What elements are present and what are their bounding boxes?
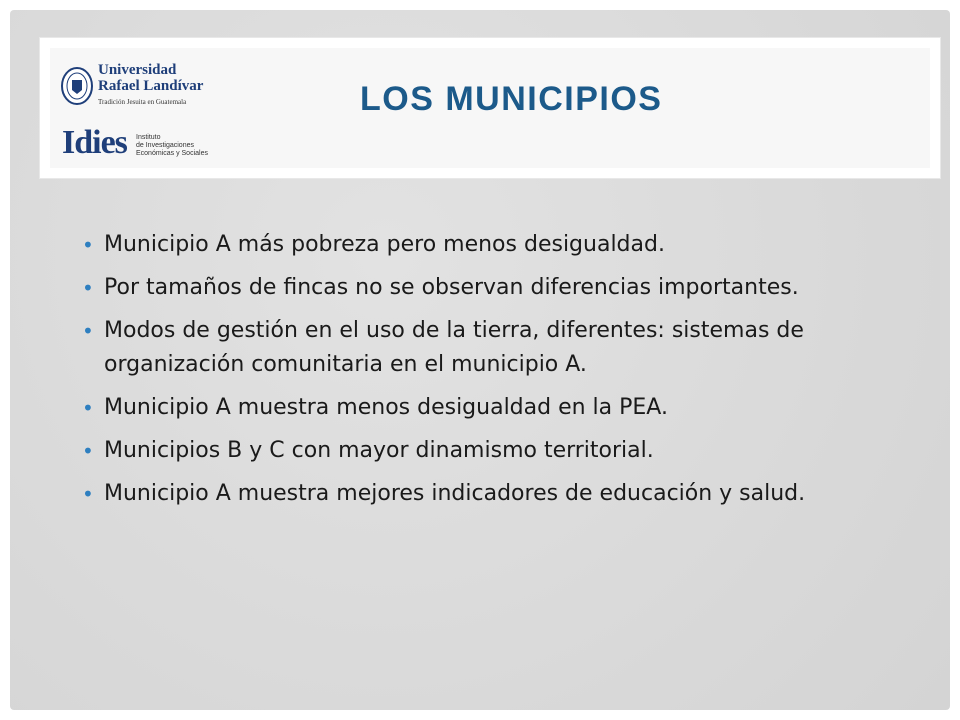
university-logo [60, 60, 210, 112]
idies-subtitle-line3: Económicas y Sociales [136, 150, 208, 157]
university-name-line1: Universidad [98, 62, 177, 78]
bullet-dot-icon: • [82, 233, 94, 257]
idies-subtitle-line2: de Investigaciones [136, 142, 194, 149]
slide-title: LOS MUNICIPIOS [360, 80, 663, 118]
bullet-text: Por tamaños de fincas no se observan diferencias importantes. [104, 275, 799, 300]
logo-group [60, 60, 210, 180]
bullet-text: Municipios B y C con mayor dinamismo territorial. [104, 438, 654, 463]
bullet-dot-icon: • [82, 439, 94, 463]
seal-icon [60, 66, 94, 106]
idies-wordmark: Idies [62, 124, 127, 161]
bullet-dot-icon: • [82, 276, 94, 300]
bullet-text: Municipio A muestra mejores indicadores de educación y salud. [104, 481, 806, 506]
bullet-item [80, 391, 900, 425]
bullet-item [80, 228, 900, 262]
university-tagline: Tradición Jesuita en Guatemala [98, 98, 187, 106]
bullet-text: Municipio A muestra menos desigualdad en la PEA. [104, 395, 668, 420]
bullet-dot-icon: • [82, 319, 94, 343]
bullet-dot-icon: • [82, 396, 94, 420]
bullet-item [80, 477, 900, 511]
idies-logo [62, 120, 212, 176]
idies-subtitle-line1: Instituto [136, 134, 161, 141]
bullet-item [80, 271, 900, 305]
bullet-item [80, 314, 900, 382]
bullet-dot-icon: • [82, 482, 94, 506]
university-name [98, 62, 203, 94]
university-name-line2: Rafael Landívar [98, 78, 204, 94]
bullet-item [80, 434, 900, 468]
bullet-text: Municipio A más pobreza pero menos desigualdad. [104, 232, 665, 257]
idies-subtitle [136, 134, 216, 158]
bullet-text: Modos de gestión en el uso de la tierra, diferentes: sistemas de organización comunitaria en el municipio A. [104, 318, 804, 377]
slide [10, 10, 950, 710]
bullet-list [80, 228, 900, 520]
